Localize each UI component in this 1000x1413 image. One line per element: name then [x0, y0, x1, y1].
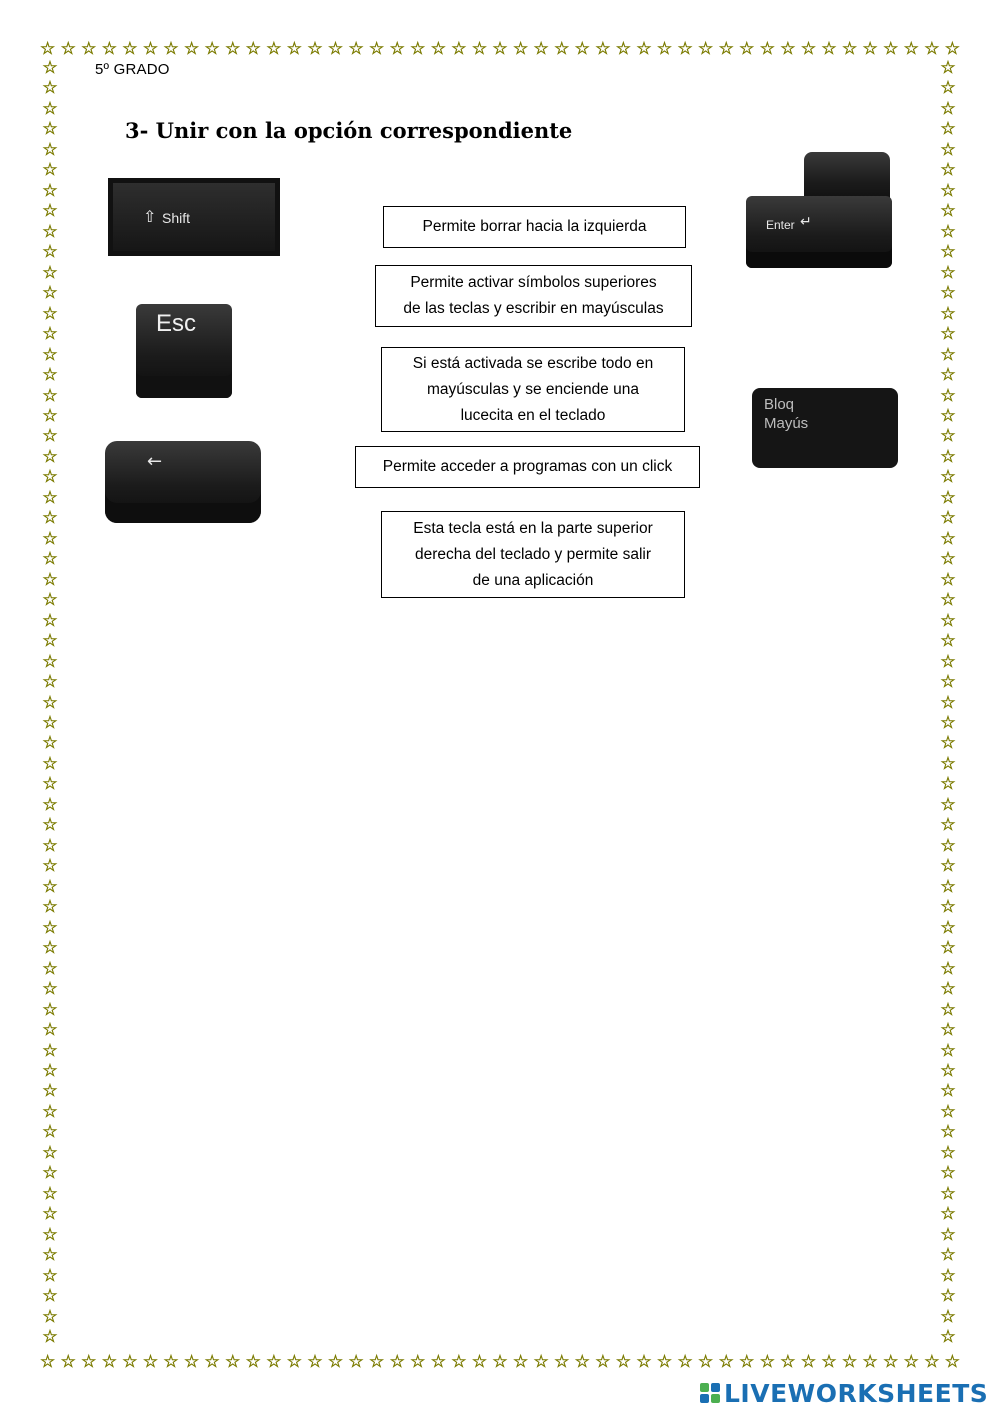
star-icon: ☆	[42, 549, 58, 570]
star-icon: ☆	[142, 39, 159, 59]
star-icon: ☆	[40, 39, 56, 59]
star-icon: ☆	[42, 958, 58, 979]
star-icon: ☆	[410, 39, 426, 59]
star-icon: ☆	[940, 344, 956, 365]
star-icon: ☆	[615, 39, 631, 59]
star-icon: ☆	[940, 180, 956, 201]
option-5-line-3: de una aplicación	[472, 571, 594, 589]
star-icon: ☆	[636, 1352, 652, 1372]
option-3-line-3: lucecita en el teclado	[460, 406, 606, 424]
star-icon: ☆	[60, 1352, 76, 1372]
star-icon: ☆	[42, 1060, 58, 1081]
option-3-line-1: Si está activada se escribe todo en	[412, 354, 654, 372]
star-icon: ☆	[533, 1352, 549, 1372]
star-icon: ☆	[42, 221, 58, 242]
star-icon: ☆	[42, 508, 58, 529]
star-icon: ☆	[862, 1352, 878, 1372]
star-icon: ☆	[245, 1352, 261, 1372]
star-icon: ☆	[739, 39, 755, 59]
star-icon: ☆	[42, 1081, 58, 1102]
star-icon: ☆	[574, 39, 590, 59]
star-icon: ☆	[512, 1352, 529, 1372]
enter-arrow-icon: ↵	[800, 214, 812, 230]
star-icon: ☆	[42, 938, 58, 959]
star-icon: ☆	[42, 979, 58, 1000]
star-icon: ☆	[327, 1352, 344, 1372]
star-icon: ☆	[245, 39, 261, 59]
star-icon: ☆	[595, 39, 611, 59]
star-icon: ☆	[42, 651, 58, 672]
star-icon: ☆	[42, 1306, 58, 1327]
star-icon: ☆	[656, 39, 673, 59]
star-icon: ☆	[940, 446, 956, 467]
star-icon: ☆	[42, 1163, 58, 1184]
star-icon: ☆	[42, 1040, 58, 1061]
star-icon: ☆	[800, 39, 817, 59]
star-icon: ☆	[940, 1081, 956, 1102]
star-icon: ☆	[307, 1352, 323, 1372]
star-icon: ☆	[42, 590, 58, 611]
exercise-title: 3- Unir con la opción correspondiente	[125, 118, 573, 143]
backspace-arrow-icon: ←	[147, 451, 163, 472]
star-icon: ☆	[940, 610, 956, 631]
star-icon: ☆	[940, 1183, 956, 1204]
star-icon: ☆	[940, 139, 956, 160]
backspace-key-image[interactable]	[105, 441, 261, 523]
star-icon: ☆	[940, 753, 956, 774]
star-icon: ☆	[759, 39, 775, 59]
star-icon: ☆	[940, 119, 956, 140]
star-icon: ☆	[554, 1352, 570, 1372]
star-icon: ☆	[471, 39, 488, 59]
star-icon: ☆	[327, 39, 344, 59]
star-icon: ☆	[940, 1122, 956, 1143]
shift-key-label: Shift	[162, 210, 191, 226]
star-icon: ☆	[42, 242, 58, 263]
option-3-line-2: mayúsculas y se enciende una	[427, 380, 639, 398]
liveworksheets-logo	[700, 1378, 988, 1408]
star-icon: ☆	[940, 221, 956, 242]
star-icon: ☆	[225, 39, 241, 59]
star-icon: ☆	[800, 1352, 817, 1372]
star-icon: ☆	[940, 487, 956, 508]
star-icon: ☆	[42, 815, 58, 836]
star-icon: ☆	[512, 39, 529, 59]
star-icon: ☆	[183, 1352, 200, 1372]
star-icon: ☆	[42, 303, 58, 324]
option-4-text: Permite acceder a programas con un click	[382, 458, 673, 475]
star-icon: ☆	[940, 569, 956, 590]
star-icon: ☆	[81, 1352, 97, 1372]
star-icon: ☆	[471, 1352, 488, 1372]
star-icon: ☆	[42, 283, 58, 304]
star-icon: ☆	[389, 39, 405, 59]
star-icon: ☆	[940, 1142, 956, 1163]
star-icon: ☆	[42, 897, 58, 918]
star-icon: ☆	[821, 39, 837, 59]
star-icon: ☆	[698, 39, 714, 59]
star-icon: ☆	[42, 201, 58, 222]
star-icon: ☆	[266, 39, 282, 59]
star-border-right	[937, 58, 959, 1348]
star-icon: ☆	[369, 1352, 385, 1372]
option-box-4[interactable]	[355, 446, 700, 488]
star-icon: ☆	[492, 1352, 508, 1372]
star-icon: ☆	[940, 590, 956, 611]
star-icon: ☆	[940, 1286, 956, 1307]
star-icon: ☆	[42, 713, 58, 733]
star-icon: ☆	[940, 876, 956, 897]
star-border-bottom	[40, 1351, 960, 1373]
grade-label: 5º GRADO	[95, 61, 170, 78]
star-icon: ☆	[42, 528, 58, 549]
star-icon: ☆	[286, 1352, 302, 1372]
star-icon: ☆	[42, 733, 58, 754]
star-icon: ☆	[225, 1352, 241, 1372]
star-icon: ☆	[204, 1352, 220, 1372]
star-icon: ☆	[42, 262, 58, 283]
star-icon: ☆	[940, 160, 956, 181]
star-icon: ☆	[42, 569, 58, 590]
star-icon: ☆	[42, 1142, 58, 1163]
star-icon: ☆	[369, 39, 385, 59]
star-icon: ☆	[862, 39, 878, 59]
star-icon: ☆	[940, 794, 956, 815]
option-2-line-2: de las teclas y escribir en mayúsculas	[403, 300, 664, 317]
star-icon: ☆	[940, 1020, 956, 1041]
star-icon: ☆	[940, 467, 956, 488]
enter-key-image[interactable]	[746, 152, 892, 270]
star-icon: ☆	[903, 39, 919, 59]
star-icon: ☆	[841, 39, 858, 59]
star-icon: ☆	[940, 856, 956, 877]
star-icon: ☆	[615, 1352, 631, 1372]
star-icon: ☆	[42, 344, 58, 365]
star-icon: ☆	[451, 1352, 467, 1372]
star-icon: ☆	[940, 979, 956, 1000]
star-icon: ☆	[163, 1352, 179, 1372]
esc-key-image[interactable]	[136, 304, 232, 398]
star-icon: ☆	[307, 39, 323, 59]
star-icon: ☆	[42, 78, 58, 99]
star-icon: ☆	[42, 1286, 58, 1307]
star-icon: ☆	[739, 1352, 755, 1372]
star-icon: ☆	[554, 39, 570, 59]
option-box-5[interactable]	[381, 511, 685, 598]
star-icon: ☆	[42, 58, 58, 78]
star-icon: ☆	[101, 1352, 117, 1372]
star-icon: ☆	[42, 794, 58, 815]
star-icon: ☆	[718, 39, 734, 59]
star-icon: ☆	[204, 39, 220, 59]
option-box-3[interactable]	[381, 347, 685, 432]
star-icon: ☆	[430, 39, 446, 59]
option-box-1[interactable]	[383, 206, 686, 248]
star-icon: ☆	[940, 1265, 956, 1286]
star-icon: ☆	[42, 692, 58, 713]
star-icon: ☆	[42, 426, 58, 447]
star-icon: ☆	[533, 39, 549, 59]
star-icon: ☆	[42, 835, 58, 856]
shift-key-image[interactable]	[108, 178, 280, 256]
star-icon: ☆	[42, 1327, 58, 1348]
star-icon: ☆	[101, 39, 117, 59]
star-icon: ☆	[940, 385, 956, 406]
star-icon: ☆	[42, 1224, 58, 1245]
star-icon: ☆	[940, 303, 956, 324]
star-icon: ☆	[940, 283, 956, 304]
star-icon: ☆	[42, 774, 58, 795]
caps-key-label-line1: Bloq	[764, 396, 795, 413]
star-icon: ☆	[42, 1101, 58, 1122]
star-icon: ☆	[940, 426, 956, 447]
star-icon: ☆	[42, 1183, 58, 1204]
star-icon: ☆	[42, 467, 58, 488]
star-icon: ☆	[940, 672, 956, 693]
star-icon: ☆	[492, 39, 508, 59]
star-icon: ☆	[42, 324, 58, 345]
star-icon: ☆	[42, 1204, 58, 1225]
star-icon: ☆	[183, 39, 200, 59]
star-icon: ☆	[940, 1224, 956, 1245]
star-icon: ☆	[42, 98, 58, 119]
logo-squares-icon	[700, 1383, 720, 1403]
esc-key-label: Esc	[156, 310, 197, 337]
star-icon: ☆	[940, 835, 956, 856]
star-icon: ☆	[940, 242, 956, 263]
star-icon: ☆	[883, 1352, 899, 1372]
star-icon: ☆	[42, 753, 58, 774]
option-5-line-2: derecha del teclado y permite salir	[414, 545, 652, 563]
star-icon: ☆	[940, 1245, 956, 1266]
star-icon: ☆	[42, 160, 58, 181]
star-icon: ☆	[81, 39, 97, 59]
star-icon: ☆	[940, 98, 956, 119]
star-icon: ☆	[42, 1020, 58, 1041]
star-icon: ☆	[286, 39, 302, 59]
star-icon: ☆	[42, 1122, 58, 1143]
star-icon: ☆	[940, 201, 956, 222]
star-icon: ☆	[940, 774, 956, 795]
star-icon: ☆	[940, 1327, 956, 1348]
star-icon: ☆	[142, 1352, 159, 1372]
star-icon: ☆	[883, 39, 899, 59]
option-box-2[interactable]	[375, 265, 692, 327]
star-icon: ☆	[430, 1352, 446, 1372]
star-icon: ☆	[677, 39, 693, 59]
star-icon: ☆	[42, 446, 58, 467]
star-icon: ☆	[42, 119, 58, 140]
star-icon: ☆	[940, 1204, 956, 1225]
star-icon: ☆	[940, 917, 956, 938]
star-icon: ☆	[348, 1352, 364, 1372]
star-icon: ☆	[940, 938, 956, 959]
star-icon: ☆	[42, 385, 58, 406]
star-icon: ☆	[718, 1352, 734, 1372]
star-icon: ☆	[940, 631, 956, 652]
star-icon: ☆	[122, 1352, 138, 1372]
star-icon: ☆	[940, 528, 956, 549]
star-border-left	[39, 58, 61, 1348]
star-icon: ☆	[42, 1265, 58, 1286]
star-icon: ☆	[940, 1306, 956, 1327]
star-icon: ☆	[42, 876, 58, 897]
star-icon: ☆	[944, 39, 960, 59]
star-icon: ☆	[656, 1352, 673, 1372]
star-icon: ☆	[636, 39, 652, 59]
star-icon: ☆	[348, 39, 364, 59]
star-icon: ☆	[903, 1352, 919, 1372]
star-icon: ☆	[944, 1352, 960, 1372]
star-icon: ☆	[759, 1352, 775, 1372]
star-icon: ☆	[940, 58, 956, 78]
star-icon: ☆	[42, 631, 58, 652]
star-icon: ☆	[924, 39, 940, 59]
star-icon: ☆	[42, 487, 58, 508]
star-icon: ☆	[410, 1352, 426, 1372]
star-icon: ☆	[940, 1163, 956, 1184]
star-icon: ☆	[60, 39, 76, 59]
star-icon: ☆	[42, 405, 58, 426]
star-icon: ☆	[42, 139, 58, 160]
star-icon: ☆	[574, 1352, 590, 1372]
star-icon: ☆	[940, 897, 956, 918]
star-icon: ☆	[940, 1040, 956, 1061]
shift-arrow-icon: ⇧	[143, 207, 157, 226]
star-icon: ☆	[940, 815, 956, 836]
star-icon: ☆	[940, 78, 956, 99]
star-icon: ☆	[940, 508, 956, 529]
star-icon: ☆	[42, 672, 58, 693]
star-icon: ☆	[940, 733, 956, 754]
star-icon: ☆	[266, 1352, 282, 1372]
star-icon: ☆	[40, 1352, 56, 1372]
star-icon: ☆	[940, 1101, 956, 1122]
star-icon: ☆	[677, 1352, 693, 1372]
star-icon: ☆	[940, 651, 956, 672]
star-icon: ☆	[42, 610, 58, 631]
star-icon: ☆	[940, 365, 956, 386]
enter-key-body	[746, 196, 892, 268]
star-icon: ☆	[940, 549, 956, 570]
star-icon: ☆	[940, 324, 956, 345]
caps-lock-key-image[interactable]	[752, 388, 898, 468]
star-icon: ☆	[595, 1352, 611, 1372]
star-icon: ☆	[940, 1060, 956, 1081]
enter-key-label: Enter	[766, 218, 795, 232]
star-icon: ☆	[42, 180, 58, 201]
option-5-line-1: Esta tecla está en la parte superior	[413, 519, 653, 537]
star-icon: ☆	[940, 958, 956, 979]
star-icon: ☆	[122, 39, 138, 59]
star-icon: ☆	[42, 999, 58, 1020]
star-icon: ☆	[821, 1352, 837, 1372]
star-icon: ☆	[780, 39, 796, 59]
star-icon: ☆	[389, 1352, 405, 1372]
star-icon: ☆	[42, 1245, 58, 1266]
star-icon: ☆	[451, 39, 467, 59]
star-icon: ☆	[42, 917, 58, 938]
star-icon: ☆	[924, 1352, 940, 1372]
caps-key-label-line2: Mayús	[764, 415, 809, 432]
star-icon: ☆	[841, 1352, 858, 1372]
star-icon: ☆	[940, 713, 956, 733]
star-icon: ☆	[780, 1352, 796, 1372]
option-2-line-1: Permite activar símbolos superiores	[410, 274, 657, 291]
star-border-top	[40, 38, 960, 60]
star-icon: ☆	[940, 692, 956, 713]
star-icon: ☆	[940, 405, 956, 426]
star-icon: ☆	[698, 1352, 714, 1372]
brand-text: LIVEWORKSHEETS	[724, 1378, 989, 1408]
option-1-text: Permite borrar hacia la izquierda	[422, 218, 647, 235]
star-icon: ☆	[42, 856, 58, 877]
star-icon: ☆	[42, 365, 58, 386]
star-icon: ☆	[940, 999, 956, 1020]
star-icon: ☆	[940, 262, 956, 283]
star-icon: ☆	[163, 39, 179, 59]
